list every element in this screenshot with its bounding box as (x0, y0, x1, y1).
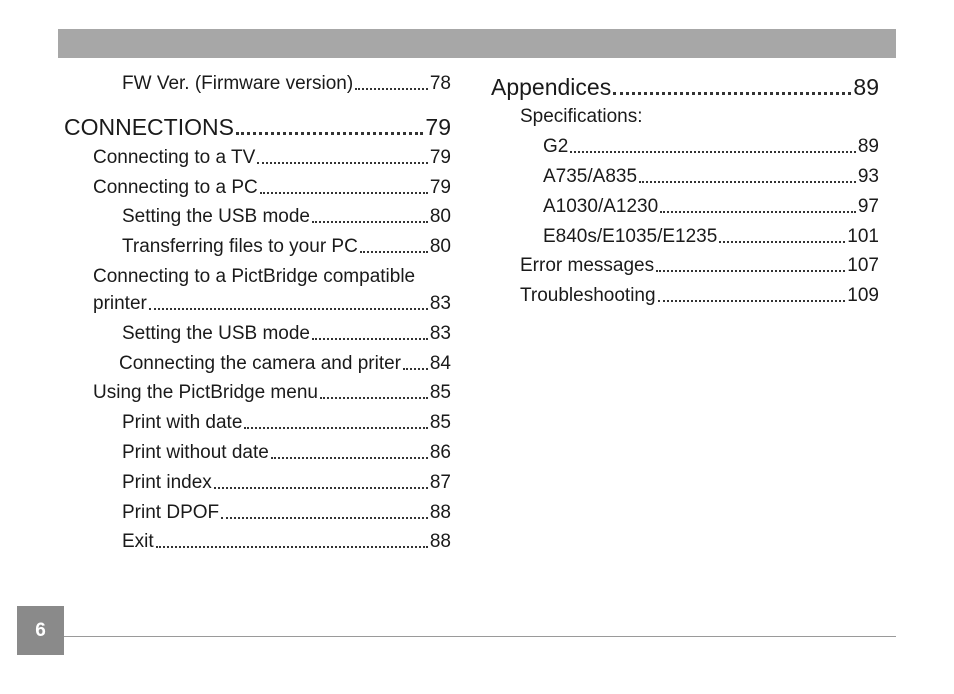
toc-entry-page: 85 (429, 412, 451, 433)
dot-leader (312, 221, 428, 223)
toc-entry-a1030[interactable] (543, 196, 879, 218)
dot-leader (236, 132, 423, 135)
toc-entry-label: Print without date (122, 442, 269, 463)
dot-leader (244, 427, 427, 429)
toc-entry-a735[interactable] (543, 166, 879, 188)
toc-entry-g2[interactable] (543, 136, 879, 158)
toc-entry-page: 101 (847, 226, 879, 247)
toc-entry-fw-version[interactable] (122, 73, 451, 95)
toc-entry-label: Print with date (122, 412, 243, 433)
dot-leader (570, 151, 856, 153)
toc-entry-label: Connecting to a PC (93, 177, 258, 198)
toc-entry-label: Transferring files to your PC (122, 236, 358, 257)
toc-entry-page: 88 (429, 531, 451, 552)
toc-entry-print-index[interactable] (122, 472, 451, 494)
toc-entry-page: 84 (429, 353, 451, 374)
toc-entry-connecting-pc[interactable] (93, 177, 451, 199)
dot-leader (613, 92, 851, 95)
dot-leader (639, 181, 856, 183)
toc-entry-page: 85 (429, 382, 451, 403)
toc-entry-transferring-files[interactable] (122, 236, 451, 258)
toc-entry-page: 87 (429, 472, 451, 493)
toc-entry-connecting-tv[interactable] (93, 147, 451, 169)
page-number: 6 (17, 606, 64, 655)
toc-entry-label: E840s/E1035/E1235 (543, 226, 718, 247)
toc-entry-label: Troubleshooting (520, 285, 656, 306)
dot-leader (320, 397, 428, 399)
toc-entry-page: 86 (429, 442, 451, 463)
toc-entry-label: Print DPOF (122, 502, 220, 523)
dot-leader (214, 487, 428, 489)
toc-entry-page: 97 (857, 196, 879, 217)
toc-entry-usb-mode-printer[interactable] (122, 323, 451, 345)
toc-entry-exit[interactable] (122, 531, 451, 553)
dot-leader (656, 270, 845, 272)
dot-leader (260, 192, 428, 194)
dot-leader (355, 88, 428, 90)
toc-entry-page: 83 (429, 323, 451, 344)
dot-leader (271, 457, 428, 459)
dot-leader (403, 368, 428, 370)
toc-section-label: Appendices (491, 74, 612, 100)
toc-entry-label: Setting the USB mode (122, 206, 310, 227)
toc-entry-label: printer (93, 293, 147, 314)
toc-entry-pictbridge-menu[interactable] (93, 382, 451, 404)
toc-entry-pictbridge-printer[interactable] (93, 293, 451, 315)
toc-entry-page: 83 (429, 293, 451, 314)
toc-entry-page: 93 (857, 166, 879, 187)
toc-entry-page: 88 (429, 502, 451, 523)
dot-leader (719, 241, 845, 243)
toc-entry-page: 79 (429, 177, 451, 198)
toc-entry-print-without-date[interactable] (122, 442, 451, 464)
dot-leader (257, 162, 428, 164)
toc-entry-label: FW Ver. (Firmware version) (122, 73, 354, 94)
footer-rule (64, 636, 896, 637)
toc-entry-pictbridge-line1[interactable]: Connecting to a PictBridge compatible (93, 266, 416, 287)
toc-section-page: 89 (853, 74, 879, 100)
toc-entry-page: 109 (847, 285, 879, 306)
dot-leader (312, 338, 428, 340)
toc-section-appendices[interactable] (491, 74, 879, 100)
toc-entry-page: 80 (429, 236, 451, 257)
toc-entry-page: 107 (847, 255, 879, 276)
dot-leader (658, 300, 846, 302)
toc-entry-print-dpof[interactable] (122, 502, 451, 524)
toc-entry-troubleshooting[interactable] (520, 285, 879, 307)
toc-entry-error-messages[interactable] (520, 255, 879, 277)
toc-entry-e840[interactable] (543, 226, 879, 248)
toc-entry-label: Exit (122, 531, 154, 552)
toc-entry-specifications[interactable]: Specifications: (520, 106, 643, 127)
toc-entry-print-with-date[interactable] (122, 412, 451, 434)
toc-entry-label: Connecting the camera and priter (119, 353, 401, 374)
toc-entry-page: 80 (429, 206, 451, 227)
toc-entry-label: Print index (122, 472, 212, 493)
toc-section-page: 79 (425, 114, 451, 140)
dot-leader (149, 308, 428, 310)
toc-entry-label: A1030/A1230 (543, 196, 659, 217)
toc-entry-label: Error messages (520, 255, 655, 276)
toc-section-connections[interactable] (64, 114, 451, 140)
dot-leader (221, 517, 428, 519)
toc-entry-label: A735/A835 (543, 166, 638, 187)
toc-entry-page: 89 (857, 136, 879, 157)
toc-entry-page: 78 (429, 73, 451, 94)
dot-leader (660, 211, 856, 213)
toc-entry-page: 79 (429, 147, 451, 168)
toc-entry-label: Using the PictBridge menu (93, 382, 318, 403)
dot-leader (360, 251, 428, 253)
header-bar (58, 29, 896, 58)
toc-entry-camera-printer[interactable] (119, 353, 451, 375)
toc-entry-label: Setting the USB mode (122, 323, 310, 344)
dot-leader (156, 546, 428, 548)
toc-entry-label: G2 (543, 136, 569, 157)
toc-section-label: CONNECTIONS (64, 114, 234, 140)
toc-entry-usb-mode-pc[interactable] (122, 206, 451, 228)
toc-entry-label: Connecting to a TV (93, 147, 256, 168)
